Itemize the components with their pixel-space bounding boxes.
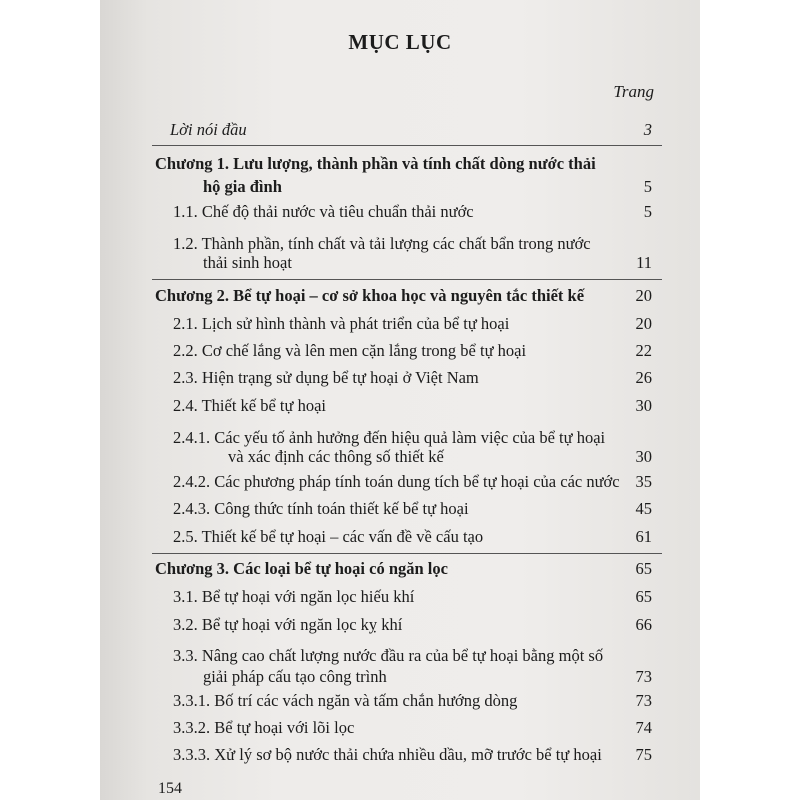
toc-entry-page: 74 (635, 718, 652, 737)
toc-entry-title: 2.4.1. Các yếu tố ảnh hưởng đến hiệu quả làm việc của bể tự hoại (173, 428, 606, 447)
toc-entry-title: 3.3.1. Bố trí các vách ngăn và tấm chắn hướng dòng (173, 691, 518, 710)
book-page (100, 0, 700, 800)
toc-entry-title: 3.3.3. Xử lý sơ bộ nước thải chứa nhiều dầu, mỡ trước bể tự hoại (173, 745, 602, 764)
toc-entry-page: 73 (635, 667, 652, 686)
toc-entry-page: 75 (635, 745, 652, 764)
toc-entry-title: 3.2. Bể tự hoại với ngăn lọc kỵ khí (173, 615, 403, 634)
toc-entry-page: 66 (635, 615, 652, 634)
toc-entry-title: 3.1. Bể tự hoại với ngăn lọc hiếu khí (173, 587, 415, 606)
toc-entry-page: 5 (643, 202, 652, 221)
toc-entry-title: 1.2. Thành phần, tính chất và tải lượng các chất bẩn trong nước (173, 234, 591, 253)
toc-entry-page: 5 (643, 177, 652, 196)
toc-entry-title: 2.5. Thiết kế bể tự hoại – các vấn đề về cấu tạo (173, 527, 484, 546)
toc-entry-title: Chương 1. Lưu lượng, thành phần và tính chất dòng nước thải (155, 154, 596, 173)
toc-entry-title: Lời nói đầu (170, 120, 247, 139)
toc-entry-title-cont: giải pháp cấu tạo công trình (203, 667, 387, 686)
footer-page-number: 154 (158, 780, 182, 797)
toc-entry-title-cont: và xác định các thông số thiết kế (228, 447, 444, 466)
divider (152, 145, 662, 146)
toc-entry-page: 65 (635, 559, 652, 578)
toc-entry-title: 1.1. Chế độ thải nước và tiêu chuẩn thải nước (173, 202, 474, 221)
divider (152, 279, 662, 280)
toc-entry-page: 45 (635, 499, 652, 518)
page-title: MỤC LỤC (348, 30, 452, 54)
toc-entry-title: 2.1. Lịch sử hình thành và phát triển của bể tự hoại (173, 314, 510, 333)
toc-entry-title: 3.3.2. Bể tự hoại với lõi lọc (173, 718, 355, 737)
toc-entry-page: 35 (635, 472, 652, 491)
toc-entry-page: 3 (643, 120, 652, 139)
toc-entry-title: Chương 2. Bể tự hoại – cơ sở khoa học và nguyên tắc thiết kế (155, 286, 585, 305)
toc-entry-title: 2.4. Thiết kế bể tự hoại (173, 396, 326, 415)
toc-entry-title: 2.3. Hiện trạng sử dụng bể tự hoại ở Việt Nam (173, 368, 479, 387)
toc-entry-page: 11 (636, 253, 652, 272)
toc-entry-page: 65 (635, 587, 652, 606)
toc-entry-page: 20 (635, 286, 652, 305)
toc-entry-title: 2.4.2. Các phương pháp tính toán dung tích bể tự hoại của các nước (173, 472, 620, 491)
toc-entry-title: 2.2. Cơ chế lắng và lên men cặn lắng trong bể tự hoại (173, 341, 527, 360)
toc-entry-title-cont: hộ gia đình (203, 177, 282, 196)
toc-entry-page: 20 (635, 314, 652, 333)
divider (152, 553, 662, 554)
toc-entry-page: 73 (635, 691, 652, 710)
toc-entry-page: 30 (635, 396, 652, 415)
page-column-header: Trang (613, 82, 654, 101)
toc-entry-page: 30 (635, 447, 652, 466)
toc-entry-title: 3.3. Nâng cao chất lượng nước đầu ra của bể tự hoại bằng một số (173, 646, 604, 665)
toc-entry-title: Chương 3. Các loại bể tự hoại có ngăn lọc (155, 559, 448, 578)
toc-entry-title: 2.4.3. Công thức tính toán thiết kế bể tự hoại (173, 499, 469, 518)
toc-entry-page: 26 (635, 368, 652, 387)
toc-entry-page: 22 (635, 341, 652, 360)
toc-entry-page: 61 (635, 527, 652, 546)
toc-entry-title-cont: thải sinh hoạt (203, 253, 292, 272)
